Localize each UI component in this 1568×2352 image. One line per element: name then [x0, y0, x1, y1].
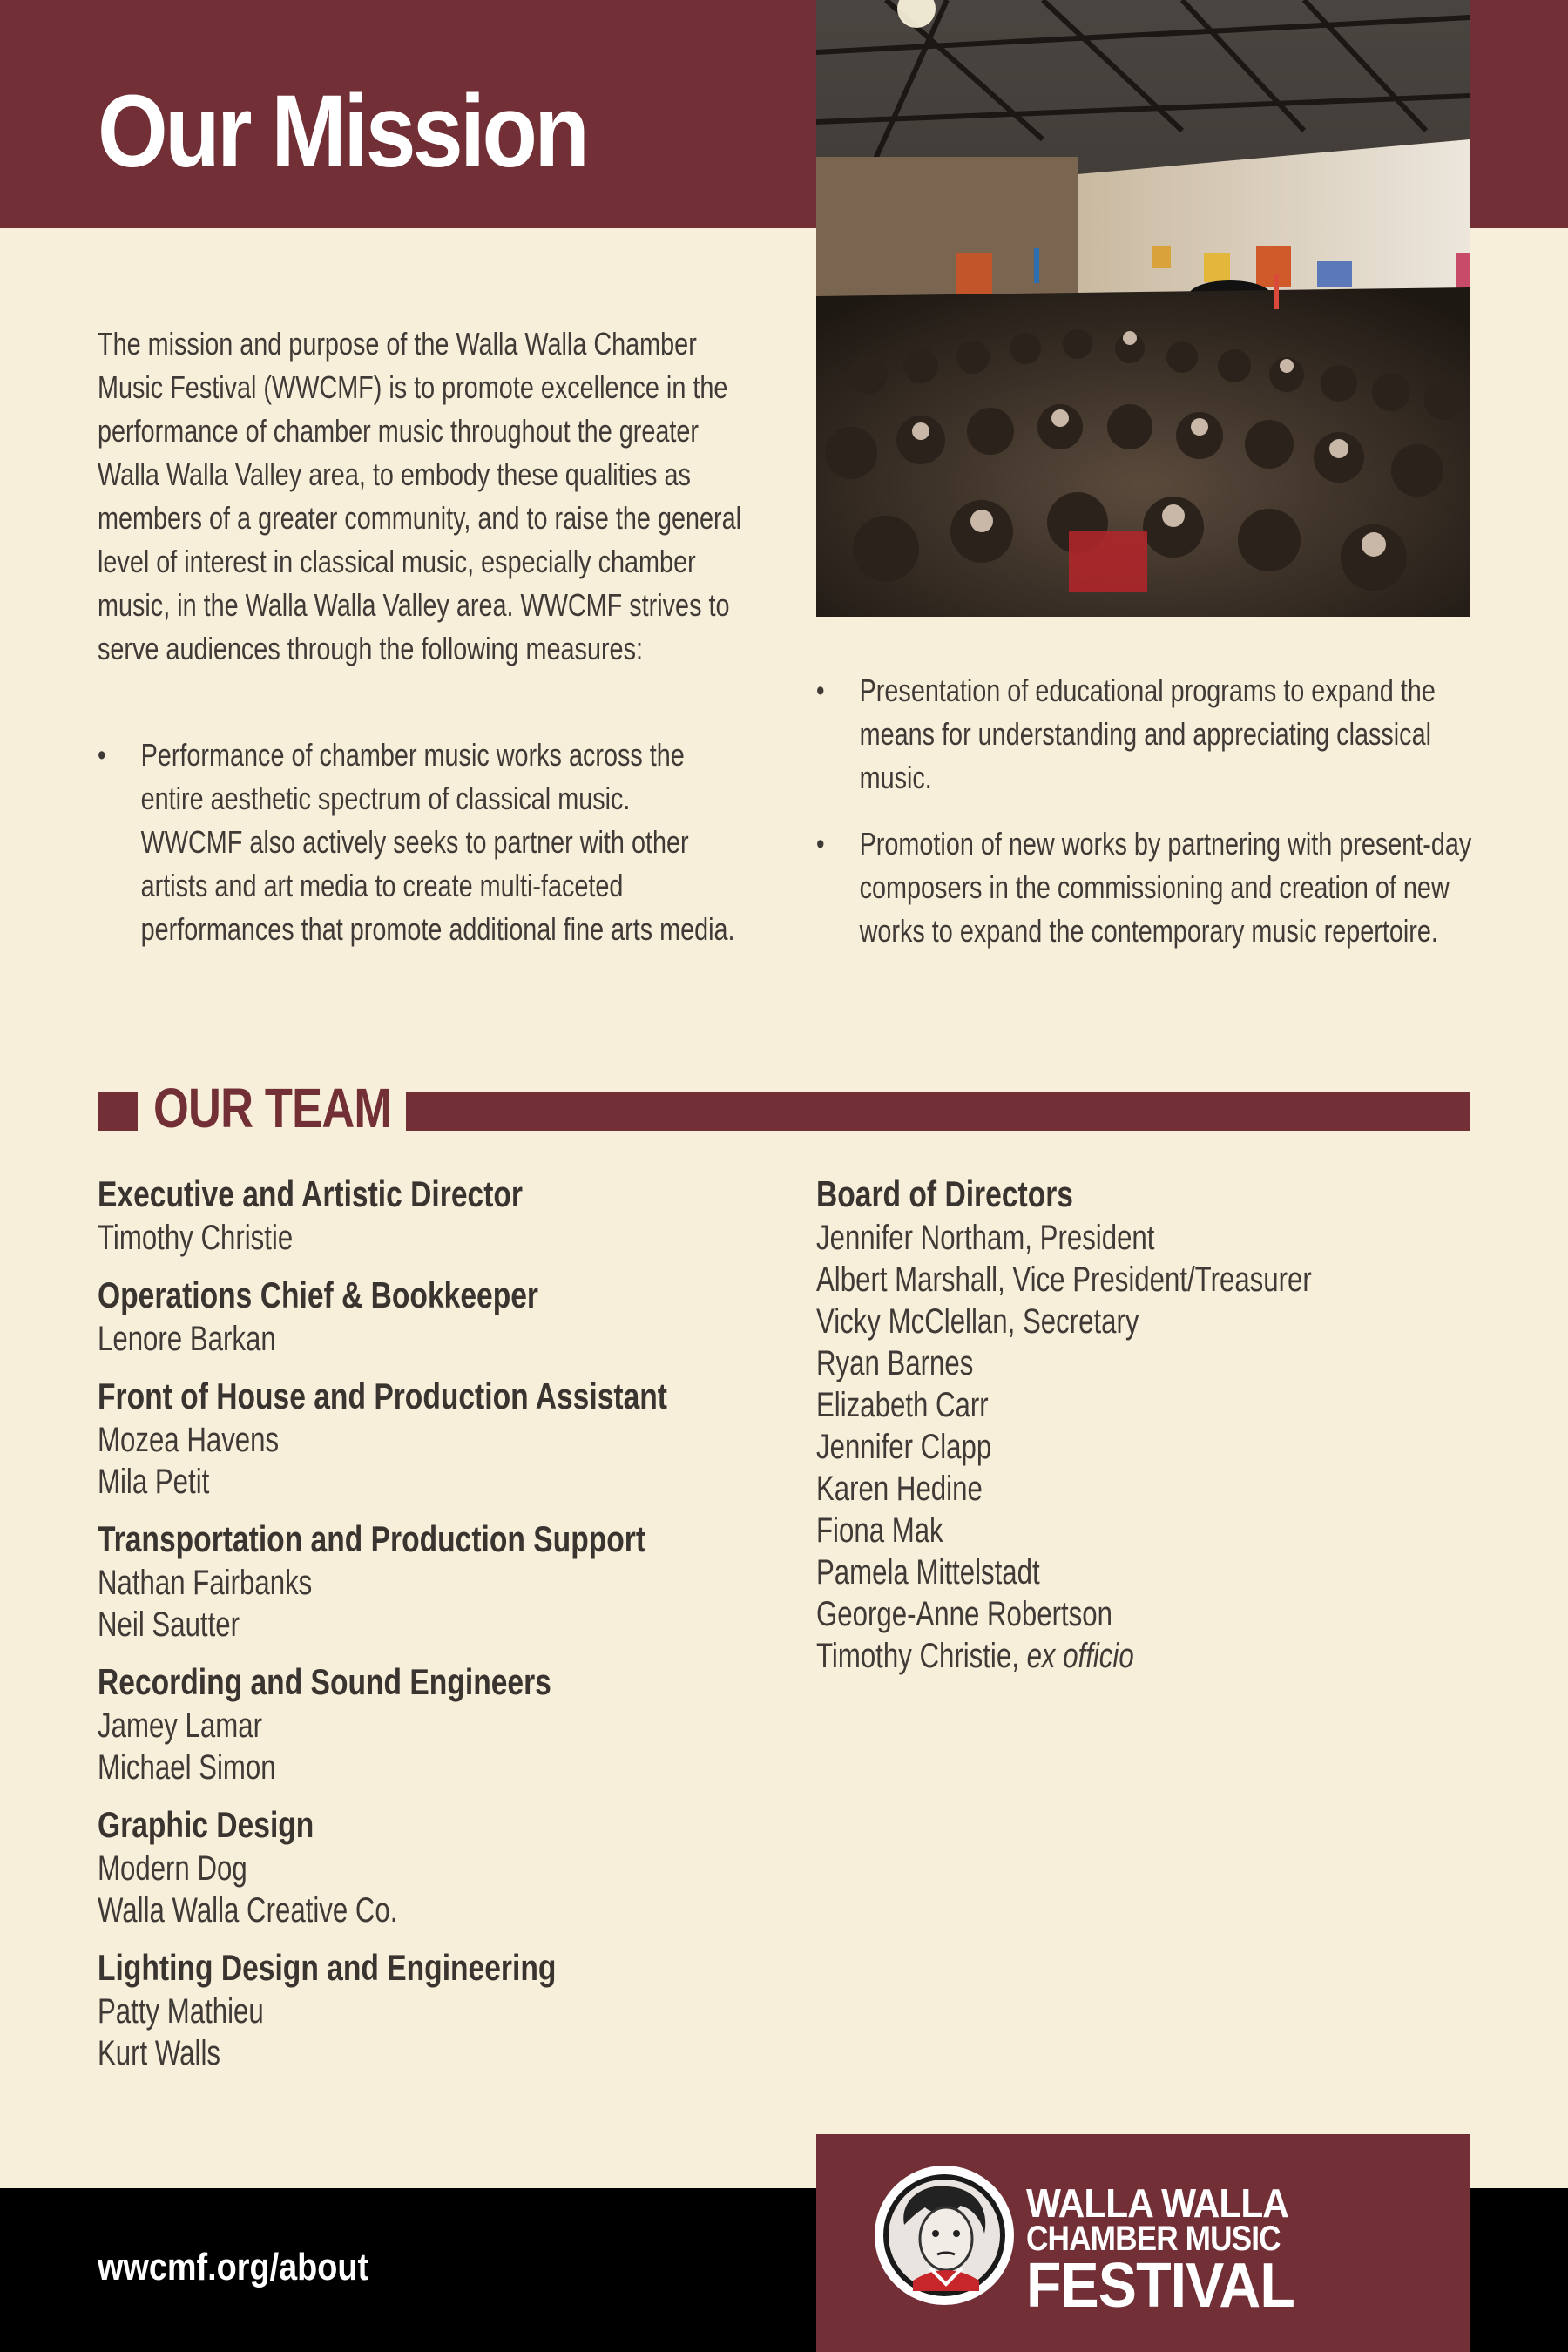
footer-url-link[interactable]: wwcmf.org/about	[98, 2246, 369, 2288]
role-title: Graphic Design	[98, 1804, 314, 1845]
person-name: Lenore Barkan	[98, 1320, 276, 1358]
logo-text-line-2: CHAMBER MUSIC	[1026, 2220, 1281, 2258]
board-member-ex-officio	[816, 1635, 1428, 1677]
role-title: Front of House and Production Assistant	[98, 1375, 667, 1416]
beethoven-portrait-icon	[873, 2164, 1016, 2307]
person-name: Modern Dog	[98, 1849, 247, 1888]
team-heading: OUR TEAM	[153, 1077, 392, 1139]
board-member: Karen Hedine	[816, 1470, 983, 1508]
role-group	[98, 1802, 882, 1931]
board-member: Pamela Mittelstadt	[816, 1553, 1040, 1592]
board-member: Jennifer Clapp	[816, 1428, 992, 1466]
mission-bullets-left	[98, 733, 739, 974]
person-name: Mila Petit	[98, 1463, 210, 1501]
person-name: Walla Walla Creative Co.	[98, 1891, 398, 1930]
board-member: Elizabeth Carr	[816, 1386, 989, 1424]
list-item: • Presentation of educational programs to expand the means for understanding and appreciating classical music.	[816, 669, 1475, 800]
list-item: • Performance of chamber music works across the entire aesthetic spectrum of classical music. WWCMF also actively seeks to partner with other artists and art media to create multi-faceted performances that promote additional fine arts media.	[98, 733, 739, 951]
person-name: Neil Sautter	[98, 1605, 240, 1644]
page-title: Our Mission	[98, 74, 587, 189]
role-title: Operations Chief & Bookkeeper	[98, 1274, 538, 1315]
person-name: Michael Simon	[98, 1748, 276, 1787]
board-member: George-Anne Robertson	[816, 1595, 1112, 1633]
role-group	[98, 1374, 882, 1503]
person-name: Patty Mathieu	[98, 1992, 264, 2031]
board-of-directors	[816, 1172, 1568, 1677]
logo-text-line-3: FESTIVAL	[1026, 2251, 1294, 2321]
mission-paragraph	[98, 322, 756, 671]
role-group	[98, 1273, 882, 1360]
ex-officio-note: ex officio	[1026, 1637, 1134, 1675]
role-group	[98, 1659, 882, 1788]
person-name: Kurt Walls	[98, 2034, 220, 2072]
person-name: Jamey Lamar	[98, 1707, 263, 1745]
board-member: Ryan Barnes	[816, 1344, 974, 1382]
team-roles-column	[98, 1172, 882, 2088]
board-member: Jennifer Northam, President	[816, 1219, 1155, 1257]
role-group	[98, 1945, 882, 2074]
person-name: Mozea Havens	[98, 1421, 280, 1459]
role-title: Lighting Design and Engineering	[98, 1947, 557, 1988]
board-member: Vicky McClellan, Secretary	[816, 1302, 1139, 1341]
role-group	[98, 1517, 882, 1646]
team-heading-square	[98, 1092, 138, 1131]
mission-bullets-right	[816, 669, 1475, 976]
team-heading-bar	[406, 1092, 1470, 1131]
role-title: Executive and Artistic Director	[98, 1173, 523, 1214]
board-title: Board of Directors	[816, 1173, 1073, 1214]
concert-audience-photo	[816, 0, 1470, 617]
ex-officio-name: Timothy Christie,	[816, 1637, 1019, 1675]
logo-text-line-1: WALLA WALLA	[1026, 2180, 1288, 2226]
role-title: Transportation and Production Support	[98, 1518, 646, 1559]
list-item: • Promotion of new works by partnering with present-day composers in the commissioning and creation of new works to expand the contemporary music repertoire.	[816, 822, 1475, 953]
role-group	[98, 1172, 882, 1259]
person-name: Timothy Christie	[98, 1219, 294, 1257]
mission-text: The mission and purpose of the Walla Walla Chamber Music Festival (WWCMF) is to promote excellence in the performance of chamber music throughout the greater Walla Walla Valley area, to embody these qualities as members of a greater community, and to raise the general level of interest in classical music, especially chamber music, in the Walla Walla Valley area. WWCMF strives to serve audiences through the following measures:	[98, 326, 742, 666]
role-title: Recording and Sound Engineers	[98, 1661, 551, 1702]
person-name: Nathan Fairbanks	[98, 1564, 313, 1602]
board-member: Albert Marshall, Vice President/Treasurer	[816, 1260, 1312, 1299]
board-member: Fiona Mak	[816, 1511, 943, 1550]
